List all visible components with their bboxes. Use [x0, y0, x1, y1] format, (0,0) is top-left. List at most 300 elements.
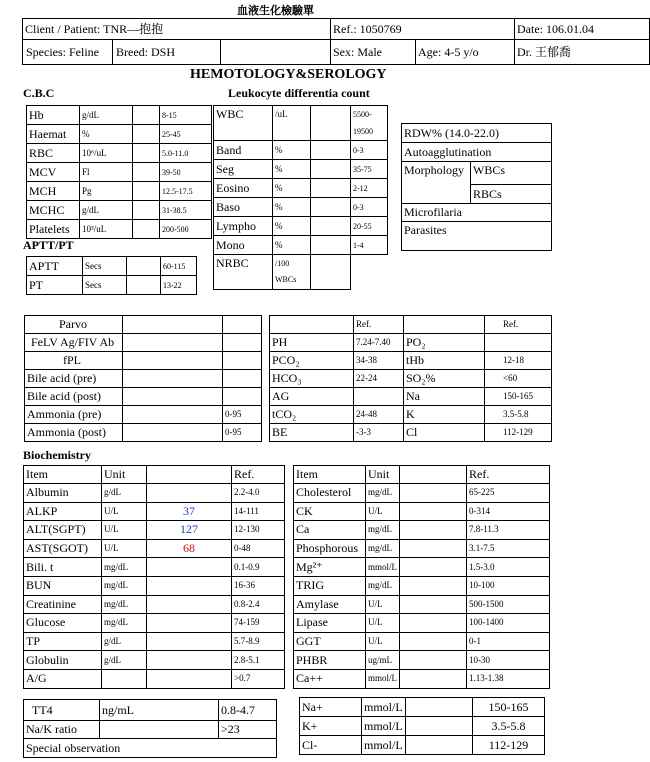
biochem-head-value	[147, 466, 232, 484]
aptt-table	[26, 256, 197, 295]
cbc-value	[133, 182, 160, 201]
biochem-item: TP	[24, 632, 102, 651]
gas-ref-right	[485, 334, 552, 352]
morphology: Morphology	[402, 162, 471, 204]
biochem-ref: 12-130	[232, 521, 285, 540]
gas-ref-left	[354, 388, 404, 406]
biochem-value	[147, 595, 232, 614]
sex: Sex: Male	[331, 40, 416, 65]
cbc-row	[27, 201, 212, 220]
gas-blank	[270, 316, 354, 334]
cbc-table	[26, 105, 212, 239]
biochem-ref: 16-36	[232, 576, 285, 595]
electrolyte-table	[299, 697, 545, 755]
biochem-item: Creatinine	[24, 595, 102, 614]
biochem-unit	[102, 669, 147, 688]
biochem-value	[147, 632, 232, 651]
gas-item-left: PH	[270, 334, 354, 352]
tt4-item: TT4	[24, 700, 100, 721]
leuko-row	[214, 236, 388, 255]
biochem-right-value	[400, 669, 467, 688]
gas-ref-left: -3-3	[354, 424, 404, 442]
cbc-unit: 10⁶/uL	[80, 144, 133, 163]
electrolyte-unit: mmol/L	[362, 717, 406, 736]
serology-value	[123, 370, 223, 388]
biochem-right-ref: 1.5-3.0	[467, 558, 550, 577]
serology-item: Bile acid (pre)	[25, 370, 123, 388]
electrolyte-ref: 150-165	[473, 698, 545, 717]
age: Age: 4-5 y/o	[416, 40, 515, 65]
electrolyte-value	[406, 698, 473, 717]
wbc-ref-1: 5500-	[353, 110, 372, 119]
cbc-row	[27, 144, 212, 163]
gas-ref-left: 22-24	[354, 370, 404, 388]
biochem-right-value	[400, 521, 467, 540]
cbc-ref: 25-45	[160, 125, 212, 144]
cbc-item: Hb	[27, 106, 80, 125]
tt4-table	[23, 699, 277, 758]
biochem-right-ref: 0-1	[467, 632, 550, 651]
biochem-unit: g/dL	[102, 651, 147, 670]
nrbc-unit-1: /100	[275, 259, 290, 268]
morph-rbcs: RBCs	[471, 185, 552, 204]
section-title: HEMOTOLOGY&SEROLOGY	[190, 67, 387, 82]
biochem-row	[24, 614, 285, 633]
biochem-right-head-item: Item	[294, 466, 366, 484]
gas-item-left: AG	[270, 388, 354, 406]
biochem-unit: mg/dL	[102, 595, 147, 614]
biochem-value	[147, 614, 232, 633]
biochem-value	[147, 669, 232, 688]
cbc-item: Haemat	[27, 125, 80, 144]
biochemistry-label: Biochemistry	[23, 448, 91, 462]
biochem-value: 37	[147, 502, 232, 521]
electrolyte-unit: mmol/L	[362, 698, 406, 717]
nrbc-row	[214, 255, 388, 290]
biochem-right-row	[294, 614, 550, 633]
leuko-unit: %	[273, 217, 311, 236]
biochem-right-unit: mmol/L	[366, 558, 400, 577]
leuko-unit: %	[273, 236, 311, 255]
aptt-value	[127, 276, 161, 295]
aptt-row	[27, 276, 197, 295]
biochem-right-item: Amylase	[294, 595, 366, 614]
gas-ref-right: <60	[485, 370, 552, 388]
serology-value	[123, 388, 223, 406]
cbc-ref: 39-50	[160, 163, 212, 182]
biochem-right-ref: 10-30	[467, 651, 550, 670]
biochem-right-value	[400, 539, 467, 558]
leuko-item: Band	[214, 141, 273, 160]
leuko-item: Lympho	[214, 217, 273, 236]
gas-header-row	[270, 316, 552, 334]
biochem-right-ref: 3.1-7.5	[467, 539, 550, 558]
nrbc-unit	[273, 255, 311, 290]
biochem-item: ALKP	[24, 502, 102, 521]
form-title: 血液生化檢驗單	[237, 5, 314, 17]
electrolyte-value	[406, 717, 473, 736]
biochem-right-item: Cholesterol	[294, 484, 366, 503]
biochem-right-value	[400, 614, 467, 633]
biochem-right-value	[400, 558, 467, 577]
special-observation: Special observation	[24, 739, 277, 758]
aptt-row	[27, 257, 197, 276]
cbc-row	[27, 220, 212, 239]
leukocyte-table	[213, 105, 388, 290]
aptt-ref: 13-22	[161, 276, 197, 295]
leuko-value	[311, 141, 351, 160]
nak-item: Na/K ratio	[24, 721, 100, 739]
biochem-unit: mg/dL	[102, 576, 147, 595]
biochem-ref: 14-111	[232, 502, 285, 521]
microfilaria: Microfilaria	[402, 204, 552, 222]
blood-gas-table	[269, 315, 552, 442]
serology-row	[25, 370, 262, 388]
serology-ref	[223, 316, 262, 334]
leuko-item: Seg	[214, 160, 273, 179]
biochem-row	[24, 484, 285, 503]
biochem-unit: U/L	[102, 521, 147, 540]
gas-ref-left: 7.24-7.40	[354, 334, 404, 352]
cbc-item: Platelets	[27, 220, 80, 239]
cbc-row	[27, 163, 212, 182]
electrolyte-row	[300, 717, 545, 736]
leuko-ref: 0-3	[351, 141, 388, 160]
client-patient: Client / Patient: TNR—抱抱	[23, 19, 331, 40]
electrolyte-item: Cl-	[300, 736, 362, 755]
biochem-right-item: GGT	[294, 632, 366, 651]
biochem-ref: 74-159	[232, 614, 285, 633]
parasites: Parasites	[402, 222, 552, 251]
serology-table	[24, 315, 262, 442]
reference: Ref.: 1050769	[331, 19, 515, 40]
nak-ref: >23	[219, 721, 277, 739]
biochem-row	[24, 539, 285, 558]
biochem-ref: 2.2-4.0	[232, 484, 285, 503]
biochem-right-row	[294, 595, 550, 614]
wbc-ref	[351, 106, 388, 141]
gas-ref-left: 24-48	[354, 406, 404, 424]
serology-ref	[223, 334, 262, 352]
serology-row	[25, 316, 262, 334]
serology-item: Ammonia (pre)	[25, 406, 123, 424]
biochem-right-head-value	[400, 466, 467, 484]
biochem-unit: mg/dL	[102, 614, 147, 633]
biochem-item: Bili. t	[24, 558, 102, 577]
biochem-value	[147, 484, 232, 503]
biochem-row	[24, 595, 285, 614]
gas-row	[270, 406, 552, 424]
gas-item-right: tHb	[404, 352, 485, 370]
cbc-unit: g/dL	[80, 106, 133, 125]
biochem-right-value	[400, 576, 467, 595]
biochem-right-item: CK	[294, 502, 366, 521]
biochem-right-item: TRIG	[294, 576, 366, 595]
leuko-unit: %	[273, 179, 311, 198]
rdw: RDW% (14.0-22.0)	[402, 124, 552, 143]
serology-item: FeLV Ag/FIV Ab	[25, 334, 123, 352]
serology-value	[123, 406, 223, 424]
gas-ref-label-right: Ref.	[485, 316, 552, 334]
electrolyte-row	[300, 698, 545, 717]
serology-value	[123, 316, 223, 334]
gas-item-right: SO₂%	[404, 370, 485, 388]
leuko-item: Baso	[214, 198, 273, 217]
serology-ref	[223, 370, 262, 388]
biochem-item: Globulin	[24, 651, 102, 670]
biochem-right-ref: 500-1500	[467, 595, 550, 614]
biochem-right-unit: U/L	[366, 614, 400, 633]
biochem-right-row	[294, 502, 550, 521]
biochem-right-row	[294, 484, 550, 503]
nrbc-ref	[351, 255, 388, 290]
biochem-header-row	[24, 466, 285, 484]
serology-ref	[223, 388, 262, 406]
biochem-right-row	[294, 521, 550, 540]
leuko-ref: 1-4	[351, 236, 388, 255]
leuko-row	[214, 160, 388, 179]
biochem-right-row	[294, 539, 550, 558]
biochem-value: 68	[147, 539, 232, 558]
cbc-row	[27, 125, 212, 144]
leuko-unit: %	[273, 198, 311, 217]
biochem-right-header-row	[294, 466, 550, 484]
biochem-head-ref: Ref.	[232, 466, 285, 484]
biochem-item: AST(SGOT)	[24, 539, 102, 558]
leuko-row	[214, 198, 388, 217]
tt4-unit: ng/mL	[100, 700, 219, 721]
serology-row	[25, 424, 262, 442]
morph-wbcs: WBCs	[471, 162, 552, 185]
cbc-unit: %	[80, 125, 133, 144]
electrolyte-item: K+	[300, 717, 362, 736]
leuko-value	[311, 236, 351, 255]
gas-item-left: PCO₂	[270, 352, 354, 370]
electrolyte-item: Na+	[300, 698, 362, 717]
gas-ref-right: 150-165	[485, 388, 552, 406]
biochem-row	[24, 632, 285, 651]
biochem-head-item: Item	[24, 466, 102, 484]
aptt-item: PT	[27, 276, 83, 295]
serology-value	[123, 424, 223, 442]
leuko-ref: 35-75	[351, 160, 388, 179]
serology-value	[123, 352, 223, 370]
cbc-ref: 31-38.5	[160, 201, 212, 220]
leuko-unit: %	[273, 141, 311, 160]
aptt-value	[127, 257, 161, 276]
biochem-right-unit: mmol/L	[366, 669, 400, 688]
biochem-right-ref: 10-100	[467, 576, 550, 595]
cbc-ref: 5.0-11.0	[160, 144, 212, 163]
biochem-right-unit: mg/dL	[366, 521, 400, 540]
serology-row	[25, 334, 262, 352]
gas-ref-right: 3.5-5.8	[485, 406, 552, 424]
nrbc-item: NRBC	[214, 255, 273, 290]
biochem-right-value	[400, 651, 467, 670]
cbc-value	[133, 144, 160, 163]
cbc-value	[133, 125, 160, 144]
biochem-row	[24, 558, 285, 577]
leuko-value	[311, 217, 351, 236]
serology-ref: 0-95	[223, 406, 262, 424]
serology-value	[123, 334, 223, 352]
cbc-unit: Fl	[80, 163, 133, 182]
biochem-right-ref: 65-225	[467, 484, 550, 503]
blank-cell	[221, 40, 331, 65]
leuko-row	[214, 141, 388, 160]
serology-row	[25, 388, 262, 406]
biochem-right-ref: 7.8-11.3	[467, 521, 550, 540]
biochem-right-row	[294, 576, 550, 595]
biochem-right-head-ref: Ref.	[467, 466, 550, 484]
biochem-item: BUN	[24, 576, 102, 595]
gas-row	[270, 352, 552, 370]
biochem-row	[24, 502, 285, 521]
biochem-right-row	[294, 669, 550, 688]
biochem-unit: g/dL	[102, 632, 147, 651]
biochem-right-ref: 100-1400	[467, 614, 550, 633]
nrbc-unit-2: WBCs	[275, 275, 297, 284]
biochem-left-table	[23, 465, 285, 689]
leukocyte-label: Leukocyte differentia count	[228, 86, 370, 100]
biochem-right-value	[400, 632, 467, 651]
wbc-item: WBC	[214, 106, 273, 141]
electrolyte-ref: 3.5-5.8	[473, 717, 545, 736]
cbc-ref: 12.5-17.5	[160, 182, 212, 201]
biochem-right-unit: U/L	[366, 632, 400, 651]
electrolyte-row	[300, 736, 545, 755]
biochem-right-unit: mg/dL	[366, 576, 400, 595]
leuko-item: Mono	[214, 236, 273, 255]
cbc-unit: 10³/uL	[80, 220, 133, 239]
biochem-unit: U/L	[102, 502, 147, 521]
serology-row	[25, 352, 262, 370]
biochem-right-value	[400, 595, 467, 614]
date: Date: 106.01.04	[515, 19, 650, 40]
gas-ref-label-left: Ref.	[354, 316, 404, 334]
gas-item-right: K	[404, 406, 485, 424]
wbc-unit: /uL	[273, 106, 311, 141]
biochem-right-unit: U/L	[366, 502, 400, 521]
electrolyte-ref: 112-129	[473, 736, 545, 755]
biochem-item: A/G	[24, 669, 102, 688]
biochem-head-unit: Unit	[102, 466, 147, 484]
gas-item-left: tCO₂	[270, 406, 354, 424]
morphology-table	[401, 123, 552, 251]
leuko-ref: 2-12	[351, 179, 388, 198]
gas-ref-right: 12-18	[485, 352, 552, 370]
tt4-ref: 0.8-4.7	[219, 700, 277, 721]
wbc-row	[214, 106, 388, 141]
biochem-row	[24, 669, 285, 688]
biochem-value	[147, 651, 232, 670]
biochem-right-unit: U/L	[366, 595, 400, 614]
patient-header	[22, 18, 650, 65]
electrolyte-value	[406, 736, 473, 755]
biochem-item: ALT(SGPT)	[24, 521, 102, 540]
electrolyte-unit: mmol/L	[362, 736, 406, 755]
cbc-value	[133, 201, 160, 220]
biochem-ref: 5.7-8.9	[232, 632, 285, 651]
biochem-ref: 0-48	[232, 539, 285, 558]
nak-blank	[100, 721, 219, 739]
cbc-row	[27, 182, 212, 201]
biochem-ref: 2.8-5.1	[232, 651, 285, 670]
biochem-right-table	[293, 465, 550, 689]
leuko-unit: %	[273, 160, 311, 179]
leuko-row	[214, 179, 388, 198]
gas-row	[270, 388, 552, 406]
biochem-unit: U/L	[102, 539, 147, 558]
biochem-right-head-unit: Unit	[366, 466, 400, 484]
nrbc-value	[311, 255, 351, 290]
biochem-right-row	[294, 558, 550, 577]
cbc-ref: 200-500	[160, 220, 212, 239]
cbc-item: MCHC	[27, 201, 80, 220]
biochem-right-row	[294, 651, 550, 670]
biochem-value	[147, 558, 232, 577]
leuko-ref: 0-3	[351, 198, 388, 217]
cbc-value	[133, 106, 160, 125]
leuko-value	[311, 160, 351, 179]
autoagglutination: Autoagglutination	[402, 143, 552, 162]
biochem-right-item: Phosphorous	[294, 539, 366, 558]
serology-ref	[223, 352, 262, 370]
aptt-unit: Secs	[83, 257, 127, 276]
cbc-ref: 8-15	[160, 106, 212, 125]
serology-item: Ammonia (post)	[25, 424, 123, 442]
cbc-label: C.B.C	[23, 86, 55, 100]
biochem-item: Albumin	[24, 484, 102, 503]
gas-blank	[404, 316, 485, 334]
gas-item-right: PO₂	[404, 334, 485, 352]
gas-ref-left: 34-38	[354, 352, 404, 370]
species: Species: Feline Breed: DSH	[23, 40, 221, 65]
leuko-row	[214, 217, 388, 236]
biochem-row	[24, 576, 285, 595]
biochem-row	[24, 651, 285, 670]
gas-row	[270, 334, 552, 352]
aptt-ref: 60-115	[161, 257, 197, 276]
biochem-right-unit: mg/dL	[366, 539, 400, 558]
aptt-label: APTT/PT	[23, 238, 74, 252]
wbc-ref-2: 19500	[353, 127, 373, 136]
biochem-ref: 0.8-2.4	[232, 595, 285, 614]
gas-item-left: HCO₃	[270, 370, 354, 388]
leuko-value	[311, 198, 351, 217]
doctor: Dr. 王郁喬	[515, 40, 650, 65]
biochem-right-item: Ca	[294, 521, 366, 540]
cbc-row	[27, 106, 212, 125]
biochem-right-unit: mg/dL	[366, 484, 400, 503]
aptt-item: APTT	[27, 257, 83, 276]
gas-row	[270, 424, 552, 442]
leuko-item: Eosino	[214, 179, 273, 198]
biochem-right-unit: ug/mL	[366, 651, 400, 670]
serology-item: Bile acid (post)	[25, 388, 123, 406]
biochem-ref: 0.1-0.9	[232, 558, 285, 577]
biochem-right-value	[400, 502, 467, 521]
wbc-value	[311, 106, 351, 141]
biochem-right-item: Ca++	[294, 669, 366, 688]
aptt-unit: Secs	[83, 276, 127, 295]
cbc-unit: Pg	[80, 182, 133, 201]
biochem-row	[24, 521, 285, 540]
biochem-right-item: Mg²⁺	[294, 558, 366, 577]
cbc-value	[133, 163, 160, 182]
biochem-value	[147, 576, 232, 595]
cbc-value	[133, 220, 160, 239]
